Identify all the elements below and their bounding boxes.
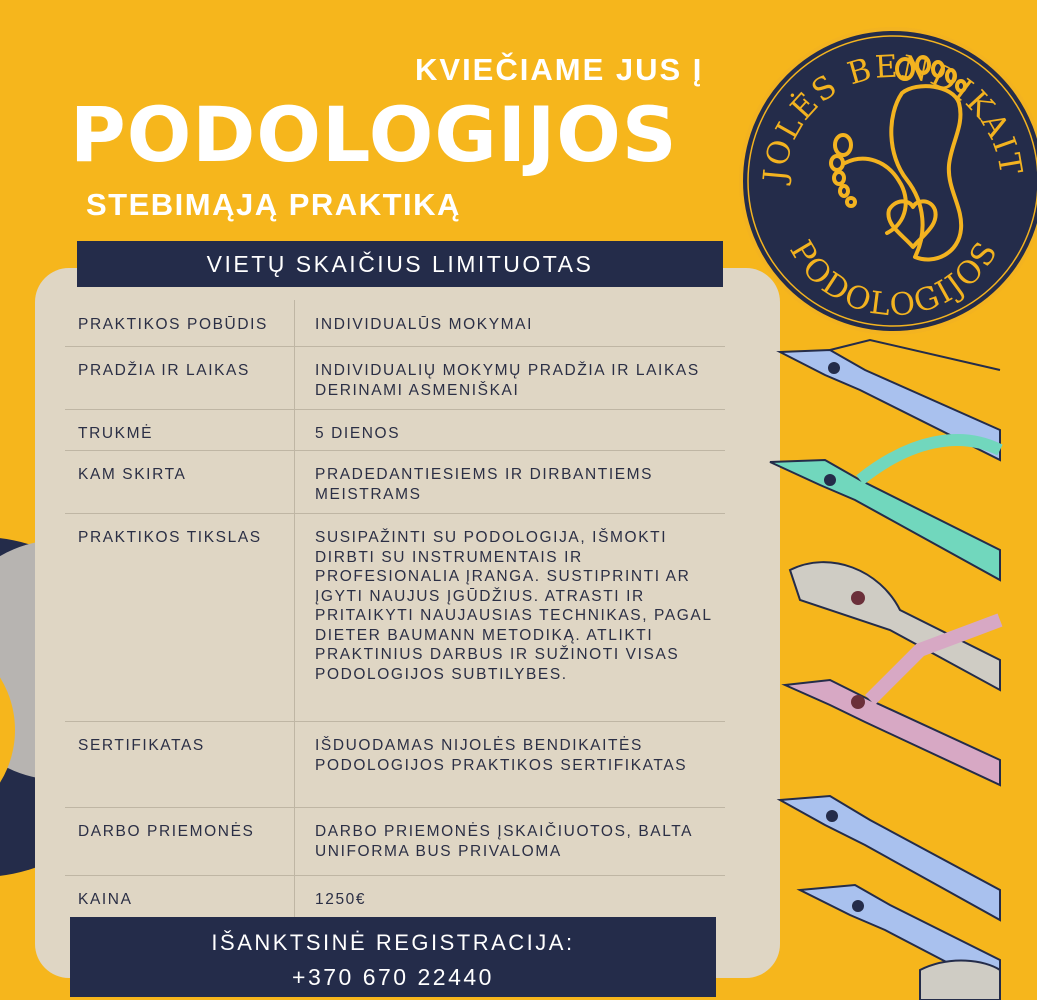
seal-bottom-text: PODOLOGIJOS: [782, 234, 1006, 324]
table-row: [65, 300, 725, 347]
row-label: PRADŽIA IR LAIKAS: [65, 346, 295, 409]
registration-label: IŠANKTSINĖ REGISTRACIJA:: [211, 930, 575, 955]
row-label: PRAKTIKOS TIKSLAS: [65, 513, 295, 721]
row-label: PRAKTIKOS POBŪDIS: [65, 300, 295, 346]
row-value: INDIVIDUALŪS MOKYMAI: [315, 316, 534, 333]
table-row: [65, 807, 725, 876]
row-value: SUSIPAŽINTI SU PODOLOGIJA, IŠMOKTI DIRBTI SU INSTRUMENTAIS IR PROFESIONALIA ĮRANGA. SUSTIPRINTI AR ĮGYTI NAUJUS ĮGŪDŽIUS. ATRASTI IR PRITAIKYTI NAUJAUSIAS TECHNIKAS, PAGAL DIETER BAUMANN METODIKĄ. ATLIKTI PRAKTINIUS DARBUS IR SUŽINOTI VISAS PODOLOGIJOS SUBTILYBES.: [315, 529, 713, 683]
banner-text: VIETŲ SKAIČIUS LIMITUOTAS: [206, 250, 594, 277]
table-row: [65, 346, 725, 410]
table-row: [65, 875, 725, 917]
row-label: SERTIFIKATAS: [65, 721, 295, 807]
row-value: DARBO PRIEMONĖS ĮSKAIČIUOTOS, BALTA UNIFORMA BUS PRIVALOMA: [315, 823, 693, 860]
row-label: KAM SKIRTA: [65, 450, 295, 513]
phone-number[interactable]: +370 670 22440: [292, 964, 494, 990]
page-title: PODOLOGIJOS: [70, 90, 678, 179]
nippers-gray-bottom-icon: [920, 961, 1000, 1000]
row-label: KAINA: [65, 875, 295, 917]
pre-title: KVIEČIAME JUS Į: [415, 52, 704, 87]
seal-top-text: JOLĖS BENDIKAIT: [756, 48, 1029, 184]
registration-box: [70, 917, 716, 997]
table-row: [65, 409, 725, 451]
nippers-green-icon: [770, 440, 1000, 580]
row-value: INDIVIDUALIŲ MOKYMŲ PRADŽIA IR LAIKAS DERINAMI ASMENIŠKAI: [315, 362, 700, 399]
row-value: IŠDUODAMAS NIJOLĖS BENDIKAITĖS PODOLOGIJOS PRAKTIKOS SERTIFIKATAS: [315, 737, 688, 774]
table-row: [65, 450, 725, 514]
nail-nippers-illustration: [770, 330, 1000, 1000]
table-row: [65, 513, 725, 722]
row-value: 1250€: [315, 891, 367, 908]
row-value: 5 DIENOS: [315, 425, 401, 442]
logo-seal: [737, 0, 1037, 355]
table-row: [65, 721, 725, 808]
row-label: TRUKMĖ: [65, 409, 295, 450]
limited-seats-banner: [77, 241, 723, 287]
page-subtitle: STEBIMĄJĄ PRAKTIKĄ: [86, 187, 461, 222]
row-value: PRADEDANTIESIEMS IR DIRBANTIEMS MEISTRAMS: [315, 466, 654, 503]
row-label: DARBO PRIEMONĖS: [65, 807, 295, 875]
nippers-blue-bottom-icon: [780, 796, 1000, 920]
